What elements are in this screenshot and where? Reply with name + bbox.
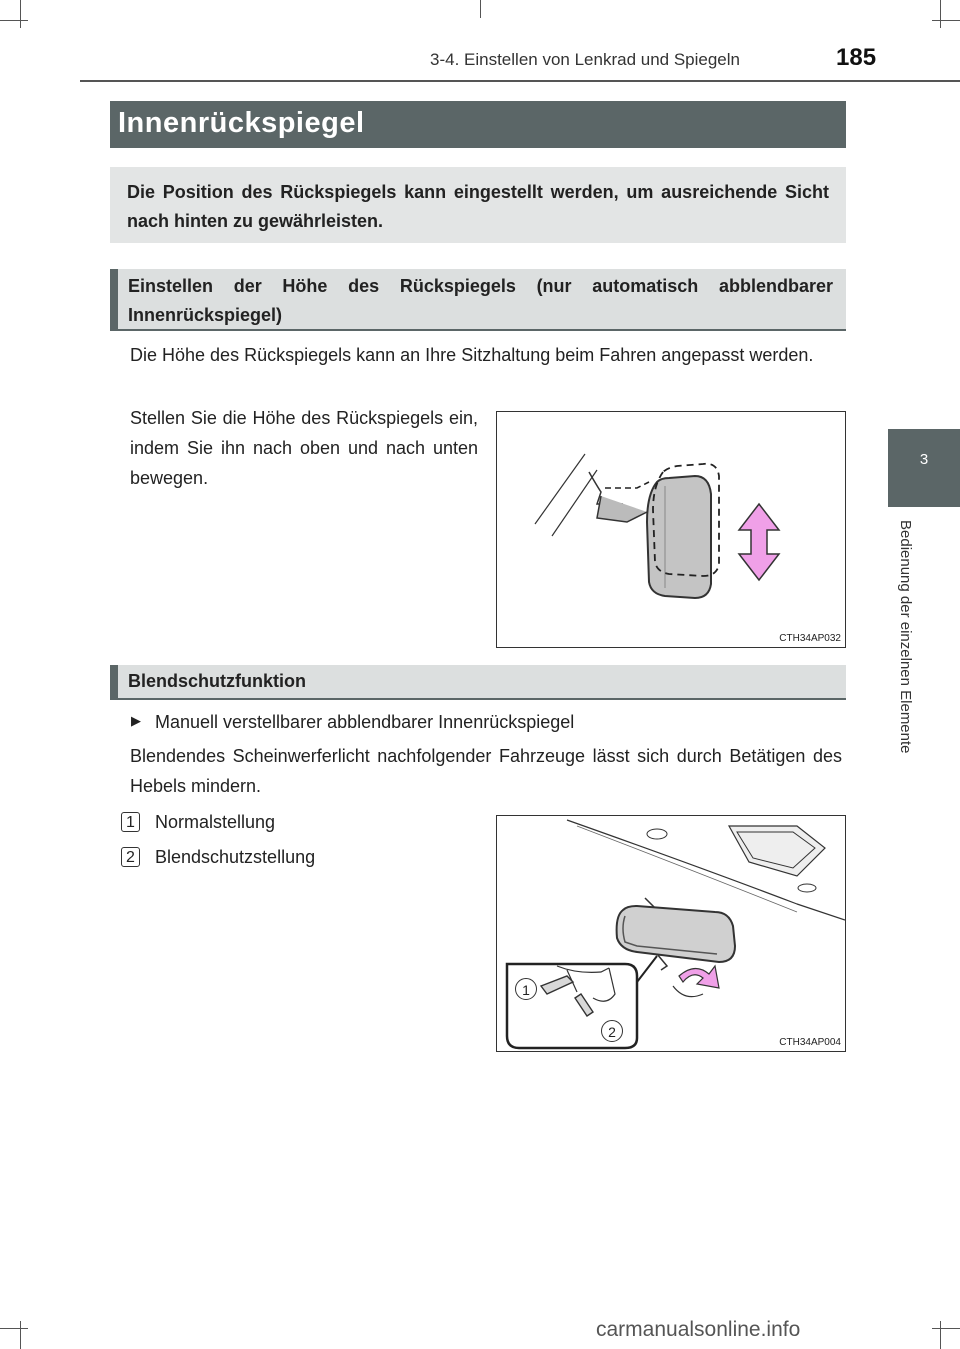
crop-mark	[940, 0, 941, 28]
callout-number-1: 1	[121, 812, 140, 832]
crop-mark	[0, 20, 28, 21]
chapter-label: Bedienung der einzelnen Elemente	[897, 520, 914, 754]
figure-code: CTH34AP032	[779, 633, 841, 644]
crop-mark	[480, 0, 481, 18]
crop-mark	[932, 1328, 960, 1329]
mirror-lever-illustration	[497, 816, 845, 1051]
crop-mark	[0, 1328, 28, 1329]
figure-callout-1: 1	[515, 978, 537, 1000]
section-heading-text: Blendschutzfunktion	[128, 671, 306, 691]
mirror-height-illustration	[497, 412, 845, 647]
page-title-bar	[110, 101, 846, 148]
page-title: Innenrückspiegel	[118, 107, 365, 139]
height-intro-paragraph: Die Höhe des Rückspiegels kann an Ihre Sitzhaltung beim Fahren angepasst werden.	[130, 345, 814, 365]
section-heading-height	[110, 269, 846, 331]
bullet-text: Manuell verstellbarer abblendbarer Innenrückspiegel	[155, 712, 575, 732]
item-antiglare-position: Blendschutzstellung	[155, 847, 316, 867]
figure-code: CTH34AP004	[779, 1037, 841, 1048]
glare-paragraph: Blendendes Scheinwerferlicht nachfolgender Fahrzeuge lässt sich durch Betätigen des Hebels mindern.	[130, 746, 842, 796]
bullet-triangle-icon: ▶	[131, 713, 141, 728]
crop-mark	[932, 20, 960, 21]
header-section-title: 3-4. Einstellen von Lenkrad und Spiegeln	[430, 50, 740, 69]
page-number: 185	[836, 44, 877, 71]
chapter-tab	[888, 429, 960, 507]
crop-mark	[20, 0, 21, 28]
crop-mark	[940, 1321, 941, 1349]
height-instruction-paragraph: Stellen Sie die Höhe des Rückspiegels ein, indem Sie ihn nach oben und nach unten bewegen.	[130, 408, 478, 488]
intro-box	[110, 167, 846, 243]
crop-mark	[20, 1321, 21, 1349]
figure-callout-2: 2	[601, 1020, 623, 1042]
item-normal-position: Normalstellung	[155, 812, 276, 832]
header-rule	[80, 80, 960, 82]
figure-mirror-height	[496, 411, 846, 648]
watermark: carmanualsonline.info	[596, 1318, 801, 1341]
callout-number-2: 2	[121, 847, 140, 867]
intro-text: Die Position des Rückspiegels kann eingestellt werden, um ausreichende Sicht nach hinten zu gewährleisten.	[127, 182, 829, 231]
chapter-label-vertical	[897, 520, 921, 800]
figure-mirror-lever	[496, 815, 846, 1052]
section-heading-glare	[110, 665, 846, 700]
section-heading-text: Einstellen der Höhe des Rückspiegels (nur automatisch abblendbarer Innenrückspiegel)	[128, 276, 833, 325]
chapter-number: 3	[919, 451, 929, 468]
